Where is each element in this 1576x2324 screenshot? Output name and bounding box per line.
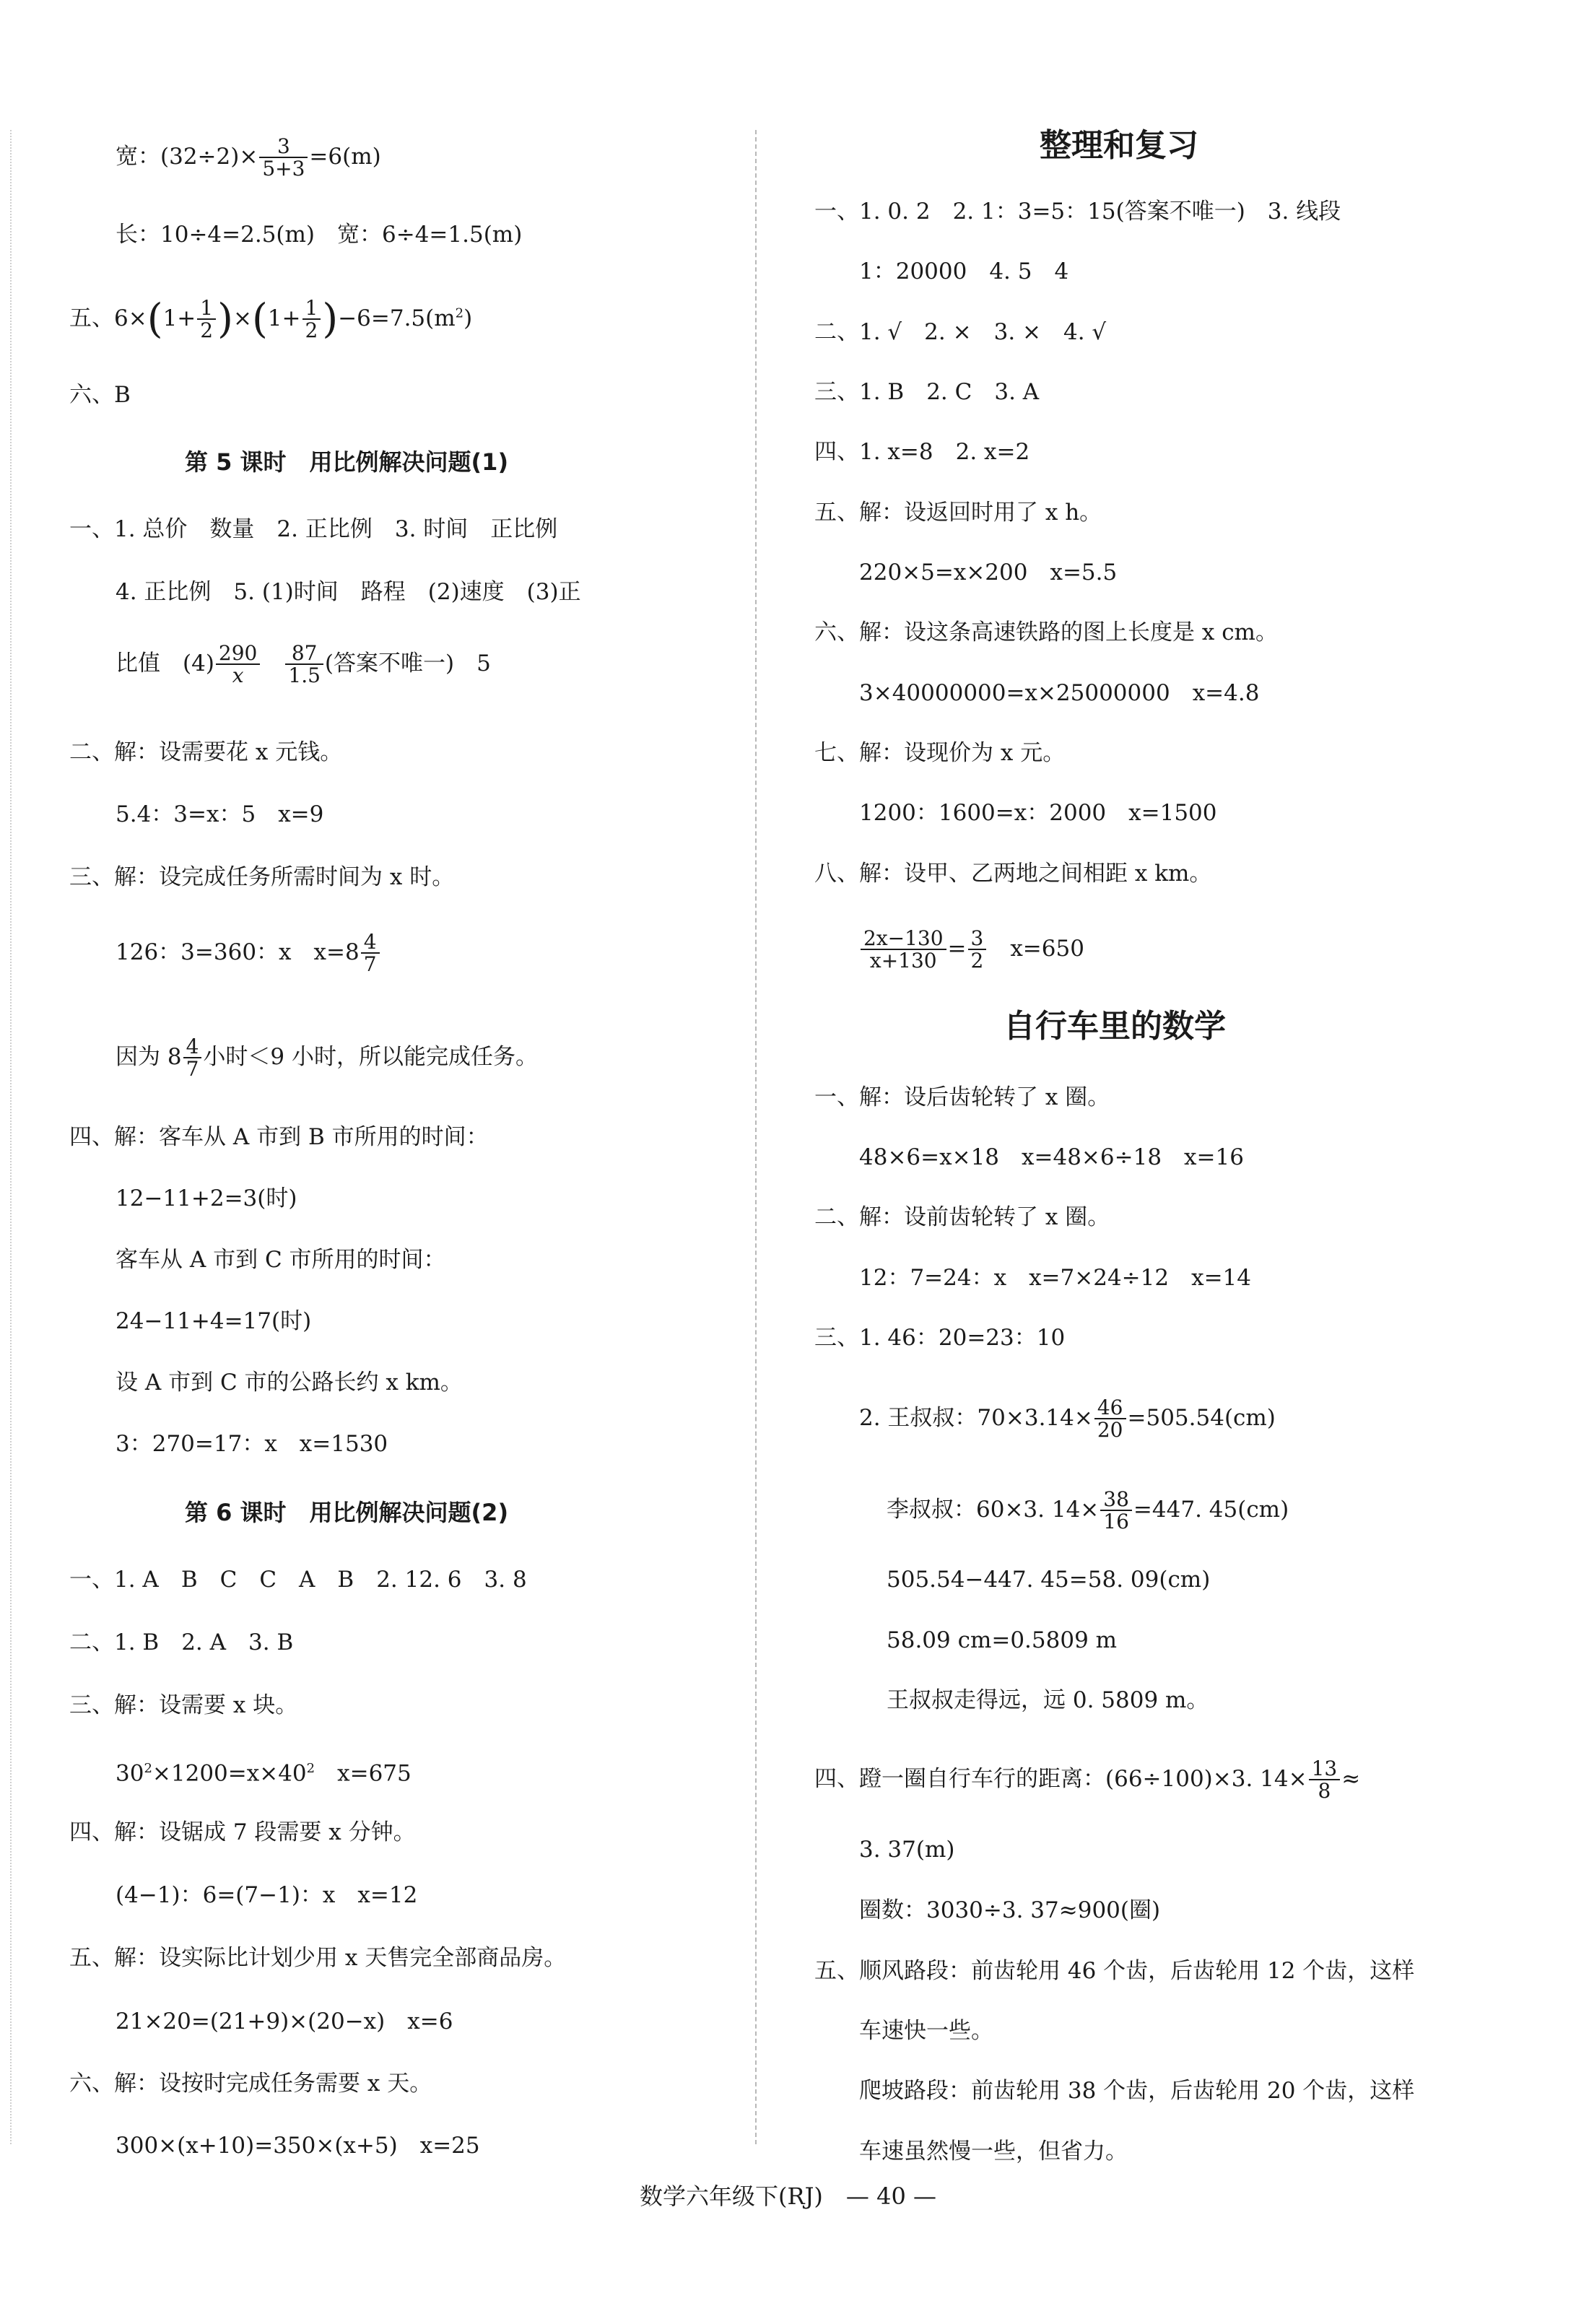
r-line10: 七、解：设现价为 x 元。 [814,740,1066,766]
l5-line6: 三、解：设完成任务所需时间为 x 时。 [69,864,455,890]
l5-line11: 客车从 A 市到 C 市所用的时间： [116,1247,446,1273]
line-length-width: 长：10÷4=2.5(m) 宽：6÷4=1.5(m) [116,222,523,248]
l6-line4: $30^2\times 1200=x\times 40^2$ x=675 [116,1760,412,1787]
b-line10: 王叔叔走得远，远 0. 5809 m。 [887,1687,1209,1713]
l5-line3: 比值 (4) $\frac{290}{x}$ $\frac{87}{1.5}$ (答案不唯一) 5 [116,641,491,688]
l5-line10: 12−11+2=3(时) [116,1185,297,1211]
b-line1: 一、解：设后齿轮转了 x 圈。 [814,1084,1110,1110]
b-line14: 五、顺风路段：前齿轮用 46 个齿，后齿轮用 12 个齿，这样 [814,1958,1415,1984]
line-area-calc: 五、6×(1+ $\frac{1}{2}$ )×(1+ $\frac{1}{2}$ )$-6=7.5(m^2)$ [69,295,473,343]
lesson6-heading: 第 6 课时 用比例解决问题(2) [185,1499,509,1526]
fraction: $\frac{3}{5+3}$ [259,136,308,180]
l6-line3: 三、解：设需要 x 块。 [69,1692,298,1718]
l5-line5: 5.4：3=x：5 x=9 [116,801,324,827]
l5-line2: 4. 正比例 5. (1)时间 路程 (2)速度 (3)正 [116,579,581,605]
l5-line14: 3：270=17：x x=1530 [116,1431,388,1457]
line-width-calc: 宽：(32÷2)× $\frac{3}{5+3}$ =6(m) [116,134,381,181]
r-line8: 六、解：设这条高速铁路的图上长度是 x cm。 [814,619,1278,645]
r-line4: 三、1. B 2. C 3. A [814,379,1040,405]
b-line13: 圈数：3030÷3. 37≈900(圈) [859,1897,1161,1923]
l6-line10: 300×(x+10)=350×(x+5) x=25 [116,2133,480,2159]
b-line6: 2. 王叔叔：70×3.14× $\frac{46}{20}$ =505.54(cm) [859,1396,1276,1442]
l5-line7: 126：3=360：x x=8 $\frac{4}{7}$ [116,931,381,975]
b-line7: 李叔叔：60×3. 14× $\frac{38}{16}$ =447. 45(cm) [887,1487,1289,1534]
l5-line13: 设 A 市到 C 市的公路长约 x km。 [116,1370,463,1396]
b-line12: 3. 37(m) [859,1837,955,1863]
l6-line6: (4−1)：6=(7−1)：x x=12 [116,1882,418,1908]
bicycle-title: 自行车里的数学 [1003,1008,1226,1045]
l5-line8: 因为 8 $\frac{4}{7}$ 小时＜9 小时，所以能完成任务。 [116,1035,538,1082]
b-line8: 505.54−447. 45=58. 09(cm) [887,1567,1211,1593]
l5-line12: 24−11+4=17(时) [116,1308,312,1334]
page-footer: 数学六年级下(RJ) — 40 — [640,2182,936,2210]
r-line12: 八、解：设甲、乙两地之间相距 x km。 [814,861,1212,887]
r-line11: 1200：1600=x：2000 x=1500 [859,800,1217,826]
lesson5-heading: 第 5 课时 用比例解决问题(1) [185,448,509,476]
l5-line4: 二、解：设需要花 x 元钱。 [69,739,343,765]
left-edge-line [10,130,12,2144]
line-six-b: 六、B [69,382,131,408]
r-line6: 五、解：设返回时用了 x h。 [814,500,1102,526]
b-line4: 12：7=24：x x=7×24÷12 x=14 [859,1265,1251,1291]
b-line2: 48×6=x×18 x=48×6÷18 x=16 [859,1144,1244,1170]
r-line5: 四、1. x=8 2. x=2 [814,439,1030,465]
r-line2: 1：20000 4. 5 4 [859,258,1069,284]
b-line3: 二、解：设前齿轮转了 x 圈。 [814,1204,1110,1230]
l6-line2: 二、1. B 2. A 3. B [69,1629,294,1655]
review-title: 整理和复习 [1040,127,1198,164]
l6-line8: 21×20=(21+9)×(20−x) x=6 [116,2009,453,2034]
b-line16: 爬坡路段：前齿轮用 38 个齿，后齿轮用 20 个齿，这样 [859,2078,1415,2104]
r-line3: 二、1. √ 2. × 3. × 4. √ [814,319,1107,345]
r-line13: $\frac{2x-130}{x+130}$ = $\frac{3}{2}$ x=650 [859,928,1084,972]
b-line15: 车速快一些。 [859,2018,993,2044]
r-line1: 一、1. 0. 2 2. 1：3=5：15(答案不唯一) 3. 线段 [814,199,1341,225]
r-line7: 220×5=x×200 x=5.5 [859,560,1118,586]
b-line11: 四、蹬一圈自行车行的距离：(66÷100)×3. 14× $\frac{13}{8}$ ≈ [814,1757,1361,1803]
b-line17: 车速虽然慢一些，但省力。 [859,2138,1128,2164]
l6-line5: 四、解：设锯成 7 段需要 x 分钟。 [69,1819,416,1845]
l5-line1: 一、1. 总价 数量 2. 正比例 3. 时间 正比例 [69,516,558,542]
l6-line7: 五、解：设实际比计划少用 x 天售完全部商品房。 [69,1945,567,1971]
r-line9: 3×40000000=x×25000000 x=4.8 [859,680,1260,706]
l6-line1: 一、1. A B C C A B 2. 12. 6 3. 8 [69,1567,527,1593]
l5-line9: 四、解：客车从 A 市到 B 市所用的时间： [69,1124,489,1150]
b-line9: 58.09 cm=0.5809 m [887,1627,1118,1653]
column-divider [755,130,757,2144]
l6-line9: 六、解：设按时完成任务需要 x 天。 [69,2071,432,2097]
b-line5: 三、1. 46：20=23：10 [814,1325,1066,1351]
